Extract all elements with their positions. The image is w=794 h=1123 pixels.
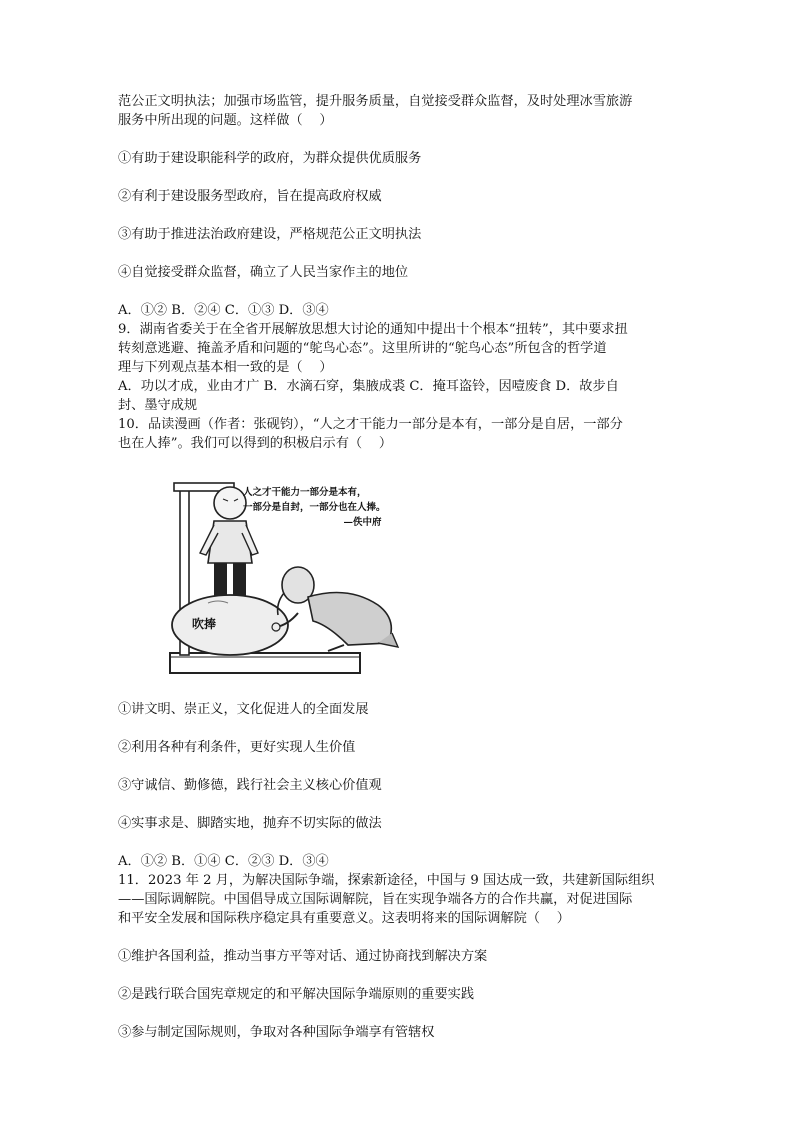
q10-option-3: ③守诚信、勤修德，践行社会主义核心价值观 — [118, 778, 382, 793]
q11-option-3: ③参与制定国际规则，争取对各种国际争端享有管辖权 — [118, 1025, 435, 1040]
q10-option-2: ②利用各种有利条件，更好实现人生价值 — [118, 740, 356, 755]
cartoon-caption-author: —佚中府 — [343, 517, 382, 528]
q11-option-1: ①维护各国利益，推动当事方平等对话、通过协商找到解决方案 — [118, 949, 488, 964]
cartoon-figure — [148, 475, 418, 680]
q8-option-4: ④自觉接受群众监督，确立了人民当家作主的地位 — [118, 265, 409, 280]
q10-option-4: ④实事求是、脚踏实地，抛弃不切实际的做法 — [118, 816, 382, 831]
q11-line2: ——国际调解院。中国倡导成立国际调解院，旨在实现争端各方的合作共赢，对促进国际 — [118, 892, 633, 907]
q9-answer-choices: A．功以才成，业由才广 B．水滴石穿，集腋成裘 C．掩耳盗铃，因噎废食 D．故步自 — [118, 379, 619, 394]
q10-option-1: ①讲文明、崇正义，文化促进人的全面发展 — [118, 702, 369, 717]
q11-line1: 11．2023 年 2 月，为解决国际争端，探索新途径，中国与 9 国达成一致，共建新国际组织 — [118, 873, 655, 888]
cartoon-caption-line2: 一部分是自封，一部分也在人捧。 — [243, 502, 386, 513]
q9-line2: 转刻意逃避、掩盖矛盾和问题的“鸵鸟心态”。这里所讲的“鸵鸟心态”所包含的哲学道 — [118, 341, 607, 356]
q10-line2: 也在人捧”。我们可以得到的积极启示有（ ） — [118, 436, 393, 451]
q9-line1: 9．湖南省委关于在全省开展解放思想大讨论的通知中提出十个根本“扭转”，其中要求扭 — [118, 322, 628, 337]
q8-option-3: ③有助于推进法治政府建设，严格规范公正文明执法 — [118, 227, 422, 242]
q8-stem-line2: 服务中所出现的问题。这样做（ ） — [118, 113, 333, 128]
cartoon-caption-line1: 人之才干能力一部分是本有， — [243, 487, 367, 498]
q8-stem-line1: 范公正文明执法；加强市场监管，提升服务质量，自觉接受群众监督，及时处理冰雪旅游 — [118, 94, 633, 109]
q9-answer-choices-cont: 封、墨守成规 — [118, 398, 198, 413]
q8-option-2: ②有利于建设服务型政府，旨在提高政府权威 — [118, 189, 382, 204]
exam-page — [118, 92, 678, 1042]
q10-line1: 10．品读漫画（作者：张砚钧），“人之才干能力一部分是本有，一部分是自居，一部分 — [118, 417, 623, 432]
q11-line3: 和平安全发展和国际秩序稳定具有重要意义。这表明将来的国际调解院（ ） — [118, 911, 570, 926]
q8-answer-choices: A．①② B．②④ C．①③ D．③④ — [118, 303, 329, 318]
q8-option-1: ①有助于建设职能科学的政府，为群众提供优质服务 — [118, 151, 422, 166]
q11-option-2: ②是践行联合国宪章规定的和平解决国际争端原则的重要实践 — [118, 987, 475, 1002]
cartoon-caption — [243, 485, 386, 530]
balloon-label: 吹捧 — [192, 617, 217, 631]
q10-answer-choices: A．①② B．①④ C．②③ D．③④ — [118, 854, 329, 869]
q9-line3: 理与下列观点基本相一致的是（ ） — [118, 360, 333, 375]
